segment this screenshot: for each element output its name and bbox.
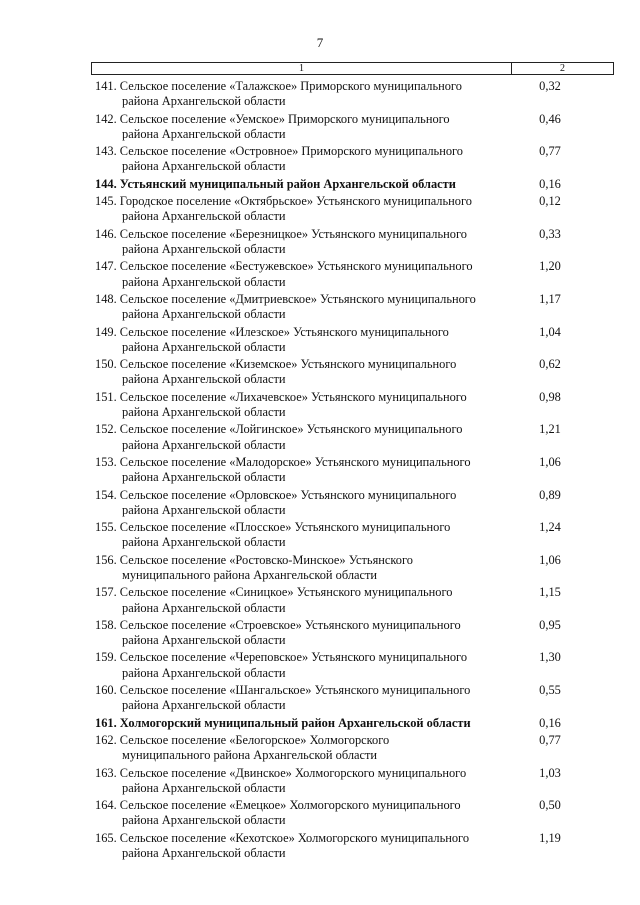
table-row — [0, 585, 640, 618]
table-row — [0, 488, 640, 521]
row-value: 0,32 — [539, 79, 561, 93]
row-value: 1,24 — [539, 520, 561, 535]
table-row — [0, 455, 640, 488]
row-description-line2: района Архангельской области — [122, 404, 286, 419]
row-description-line1: 144. Устьянский муниципальный район Архангельской области — [95, 176, 456, 191]
table-row — [0, 683, 640, 716]
row-value: 0,12 — [539, 194, 561, 209]
table-row — [0, 79, 640, 112]
row-description — [95, 325, 515, 355]
row-value: 0,16 — [539, 715, 561, 730]
row-description-line1: 155. Сельское поселение «Плосское» Устьянского муниципального — [95, 520, 451, 535]
row-description-line1: 164. Сельское поселение «Емецкое» Холмогорского муниципального — [95, 798, 461, 813]
row-description — [95, 177, 515, 192]
row-description — [95, 650, 515, 680]
table-header — [91, 62, 614, 75]
row-description-line2: района Архангельской области — [122, 274, 286, 289]
row-description-line2: района Архангельской области — [122, 633, 286, 648]
table-row — [0, 259, 640, 292]
row-description-line2: муниципального района Архангельской области — [122, 748, 378, 763]
table-row — [0, 553, 640, 586]
table-header-col2: 2 — [560, 63, 565, 74]
row-value: 1,06 — [539, 454, 561, 469]
table-row — [0, 292, 640, 325]
row-description — [95, 683, 515, 713]
row-description — [95, 112, 515, 142]
row-value: 0,62 — [539, 357, 561, 372]
row-description — [95, 733, 515, 763]
row-description — [95, 716, 515, 731]
row-value: 1,21 — [539, 422, 561, 437]
row-value: 0,16 — [539, 176, 561, 191]
table-row — [0, 144, 640, 177]
row-description-line1: 162. Сельское поселение «Белогорское» Холмогорского — [95, 733, 390, 748]
table-row — [0, 716, 640, 733]
row-value: 0,46 — [539, 111, 561, 126]
row-description-line1: 149. Сельское поселение «Илезское» Устьянского муниципального — [95, 324, 449, 339]
row-description-line2: района Архангельской области — [122, 698, 286, 713]
table-row — [0, 618, 640, 651]
row-value: 0,89 — [539, 487, 561, 502]
row-description — [95, 144, 515, 174]
row-description-line1: 147. Сельское поселение «Бестужевское» Устьянского муниципального — [95, 259, 473, 274]
row-description — [95, 357, 515, 387]
row-value: 0,50 — [539, 798, 561, 813]
row-description-line1: 148. Сельское поселение «Дмитриевское» Устьянского муниципального — [95, 291, 476, 306]
row-description — [95, 259, 515, 289]
row-description — [95, 390, 515, 420]
row-description-line1: 142. Сельское поселение «Уемское» Приморского муниципального — [95, 111, 450, 126]
row-value: 0,55 — [539, 683, 561, 698]
row-value: 1,20 — [539, 259, 561, 274]
row-description — [95, 520, 515, 550]
row-description-line2: района Архангельской области — [122, 437, 286, 452]
row-description-line1: 146. Сельское поселение «Березницкое» Устьянского муниципального — [95, 226, 467, 241]
row-description-line2: района Архангельской области — [122, 846, 286, 861]
row-value: 1,03 — [539, 765, 561, 780]
row-description-line1: 159. Сельское поселение «Череповское» Устьянского муниципального — [95, 650, 468, 665]
row-description — [95, 79, 515, 109]
row-description-line1: 154. Сельское поселение «Орловское» Устьянского муниципального — [95, 487, 457, 502]
table-row — [0, 357, 640, 390]
row-description — [95, 455, 515, 485]
row-description-line2: района Архангельской области — [122, 600, 286, 615]
row-description-line2: района Архангельской области — [122, 339, 286, 354]
table-row — [0, 650, 640, 683]
row-description-line1: 157. Сельское поселение «Синицкое» Устьянского муниципального — [95, 585, 453, 600]
row-description — [95, 585, 515, 615]
row-description-line1: 145. Городское поселение «Октябрьское» Устьянского муниципального — [95, 194, 472, 209]
table-body — [0, 79, 640, 863]
row-description-line2: района Архангельской области — [122, 813, 286, 828]
row-value: 0,98 — [539, 389, 561, 404]
row-description-line2: района Архангельской области — [122, 665, 286, 680]
row-description-line2: района Архангельской области — [122, 159, 286, 174]
row-value: 0,77 — [539, 733, 561, 748]
row-description — [95, 618, 515, 648]
row-description-line2: муниципального района Архангельской области — [122, 567, 378, 582]
page-number: 7 — [316, 35, 324, 50]
table-row — [0, 422, 640, 455]
row-value: 1,19 — [539, 830, 561, 845]
table-row — [0, 798, 640, 831]
table-row — [0, 831, 640, 864]
row-description — [95, 292, 515, 322]
row-description-line1: 151. Сельское поселение «Лихачевское» Устьянского муниципального — [95, 389, 467, 404]
row-description-line2: района Архангельской области — [122, 241, 286, 256]
row-description-line2: района Архангельской области — [122, 94, 286, 109]
row-description-line1: 161. Холмогорский муниципальный район Архангельской области — [95, 715, 471, 730]
row-description — [95, 488, 515, 518]
row-description-line2: района Архангельской области — [122, 372, 286, 387]
table-row — [0, 325, 640, 358]
row-description-line1: 153. Сельское поселение «Малодорское» Устьянского муниципального — [95, 454, 471, 469]
row-description-line1: 152. Сельское поселение «Лойгинское» Устьянского муниципального — [95, 422, 463, 437]
row-description-line2: района Архангельской области — [122, 470, 286, 485]
row-description — [95, 422, 515, 452]
row-description — [95, 227, 515, 257]
row-description-line1: 141. Сельское поселение «Талажское» Приморского муниципального — [95, 79, 462, 93]
table-row — [0, 112, 640, 145]
row-value: 0,33 — [539, 226, 561, 241]
row-value: 1,30 — [539, 650, 561, 665]
row-description-line2: района Архангельской области — [122, 126, 286, 141]
row-description-line2: района Архангельской области — [122, 307, 286, 322]
table-row — [0, 390, 640, 423]
row-value: 1,17 — [539, 291, 561, 306]
row-description-line1: 158. Сельское поселение «Строевское» Устьянского муниципального — [95, 617, 461, 632]
row-value: 0,77 — [539, 144, 561, 159]
row-description-line1: 150. Сельское поселение «Киземское» Устьянского муниципального — [95, 357, 457, 372]
row-value: 1,06 — [539, 552, 561, 567]
row-description — [95, 831, 515, 861]
row-description-line2: района Архангельской области — [122, 209, 286, 224]
row-description-line2: района Архангельской области — [122, 535, 286, 550]
row-description — [95, 766, 515, 796]
row-value: 1,15 — [539, 585, 561, 600]
table-row — [0, 177, 640, 194]
row-description — [95, 798, 515, 828]
row-description — [95, 553, 515, 583]
table-row — [0, 227, 640, 260]
row-description — [95, 194, 515, 224]
row-value: 1,04 — [539, 324, 561, 339]
row-description-line1: 156. Сельское поселение «Ростовско-Минское» Устьянского — [95, 552, 413, 567]
row-description-line2: района Архангельской области — [122, 502, 286, 517]
row-description-line1: 143. Сельское поселение «Островное» Приморского муниципального — [95, 144, 463, 159]
table-row — [0, 520, 640, 553]
row-description-line1: 165. Сельское поселение «Кехотское» Холмогорского муниципального — [95, 830, 470, 845]
row-description-line1: 163. Сельское поселение «Двинское» Холмогорского муниципального — [95, 765, 467, 780]
table-row — [0, 766, 640, 799]
table-row — [0, 194, 640, 227]
row-description-line1: 160. Сельское поселение «Шангальское» Устьянского муниципального — [95, 683, 471, 698]
row-description-line2: района Архангельской области — [122, 780, 286, 795]
table-header-col1: 1 — [92, 63, 512, 74]
table-row — [0, 733, 640, 766]
row-value: 0,95 — [539, 617, 561, 632]
